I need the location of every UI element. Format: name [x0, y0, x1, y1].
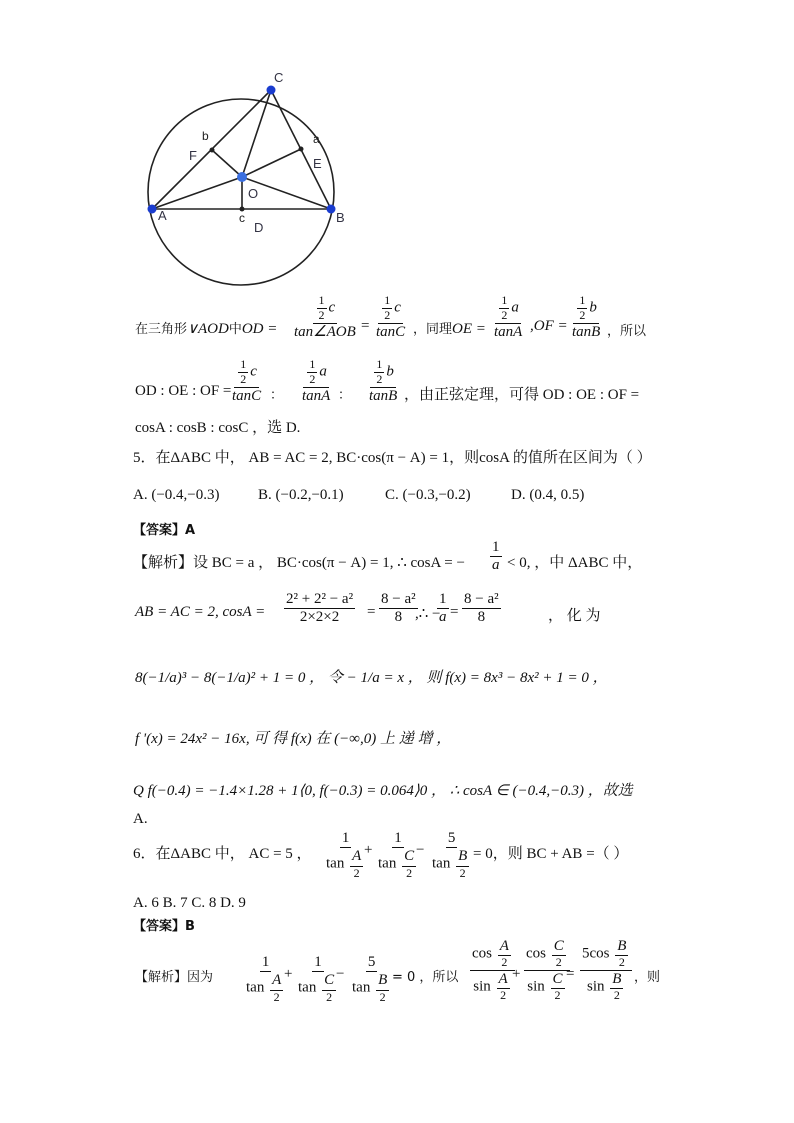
frac-tanC: $\frac{1}{2}$ c tanC	[376, 293, 406, 340]
frac-od: $\frac{1}{2}$ c tan∠AOB	[294, 293, 356, 340]
circumcircle	[148, 99, 334, 285]
label-C: C	[274, 70, 284, 85]
label-b: b	[202, 129, 209, 143]
geometry-figure	[120, 60, 380, 290]
question-5: 5．在ΔABC 中， AB = AC = 2, BC·cos(π − A) = 1，则cosA 的值所在区间为（ ）	[133, 450, 652, 466]
line-1: 在三角形∨AOD中OD =	[135, 321, 278, 337]
label-O: O	[248, 186, 259, 201]
label-A: A	[158, 208, 167, 223]
answer-5: 【答案】A	[133, 523, 196, 538]
question-6: 6．在ΔABC 中， AC = 5 ，	[133, 846, 312, 862]
answer-6: 【答案】B	[133, 919, 195, 934]
label-a: a	[313, 132, 320, 146]
label-D: D	[254, 220, 264, 235]
label-F: F	[189, 148, 197, 163]
label-B: B	[336, 210, 345, 225]
label-c: c	[239, 211, 245, 225]
label-E: E	[313, 156, 322, 171]
